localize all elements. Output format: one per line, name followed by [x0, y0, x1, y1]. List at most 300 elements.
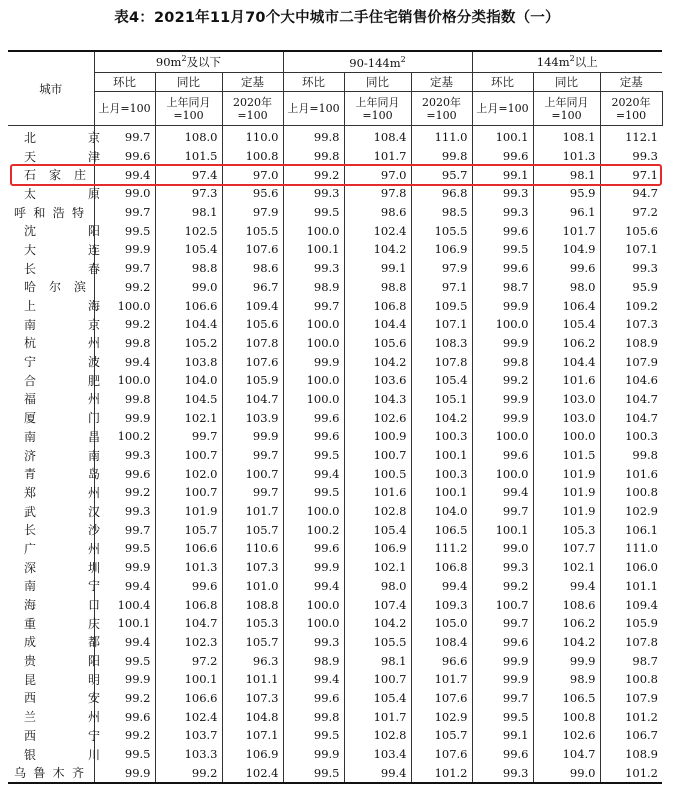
value-cell: 99.2: [472, 371, 533, 390]
table-row: [8, 464, 662, 483]
city-cell: [8, 184, 100, 203]
value-cell: 99.4: [283, 464, 344, 483]
table-row: [8, 707, 662, 726]
value-cell: 100.1: [411, 446, 472, 465]
value-cell: 100.8: [625, 672, 658, 687]
value-cell: 107.8: [411, 352, 472, 371]
table-row: [8, 352, 662, 371]
value-cell: 99.4: [94, 633, 155, 652]
value-cell: 106.1: [625, 522, 658, 537]
value-cell: 99.6: [94, 464, 155, 483]
base-label-yoy: 上年同月=100: [533, 92, 600, 126]
value-cell: 98.9: [533, 670, 600, 689]
value-cell: 98.5: [411, 203, 472, 222]
value-cell: 100.1: [411, 483, 472, 502]
value-cell: 99.0: [533, 763, 600, 783]
value-cell: 101.6: [625, 466, 658, 481]
table-row: [8, 633, 662, 652]
value-cell: 107.6: [411, 689, 472, 708]
value-cell: 101.6: [533, 371, 600, 390]
value-cell: 107.6: [411, 745, 472, 764]
city-name: 郑 州: [24, 485, 100, 500]
city-name: 合 肥: [24, 373, 100, 388]
city-name: 成 都: [24, 635, 100, 650]
value-cell: 100.9: [344, 427, 411, 446]
value-cell: 105.2: [155, 334, 222, 353]
value-cell: 98.6: [222, 259, 283, 278]
city-cell: [8, 259, 100, 278]
table-row: [8, 651, 662, 670]
base-label-mom: 上月=100: [472, 92, 533, 126]
value-cell: 99.9: [94, 763, 155, 783]
value-cell: 111.2: [411, 539, 472, 558]
value-cell: 99.3: [472, 184, 533, 203]
value-cell: 105.4: [155, 240, 222, 259]
value-cell: 99.6: [155, 577, 222, 596]
sub-header-yoy: 同比: [533, 73, 600, 92]
value-cell: 98.7: [632, 653, 658, 668]
value-cell: 95.9: [533, 184, 600, 203]
value-cell: 106.2: [533, 334, 600, 353]
value-cell: 105.0: [411, 614, 472, 633]
city-cell: [8, 726, 100, 745]
value-cell: 106.2: [533, 614, 600, 633]
value-cell: 105.9: [222, 371, 283, 390]
value-cell: 97.3: [155, 184, 222, 203]
value-cell: 105.6: [344, 334, 411, 353]
city-name: 深 圳: [24, 560, 100, 575]
value-cell: 95.7: [411, 165, 472, 184]
group-header-medium: $90-144m^2$: [283, 51, 472, 73]
city-name: 贵 阳: [24, 654, 100, 669]
value-cell: 99.5: [94, 221, 155, 240]
value-cell: 103.3: [155, 745, 222, 764]
city-cell: [8, 464, 100, 483]
value-cell: 100.0: [283, 334, 344, 353]
value-cell: 97.2: [632, 205, 658, 220]
base-label-mom: 上月=100: [94, 92, 155, 126]
value-cell: 100.0: [283, 595, 344, 614]
base-label-yoy: 上年同月=100: [155, 92, 222, 126]
value-cell: 99.6: [94, 147, 155, 166]
value-cell: 104.7: [625, 410, 658, 425]
value-cell: 100.2: [94, 427, 155, 446]
city-cell: [8, 334, 100, 353]
value-cell: 98.8: [344, 278, 411, 297]
value-cell: 100.7: [344, 446, 411, 465]
city-cell: [8, 371, 100, 390]
value-cell: 99.8: [411, 147, 472, 166]
value-cell: 99.6: [472, 633, 533, 652]
value-cell: 100.3: [625, 429, 658, 444]
value-cell: 100.3: [411, 464, 472, 483]
value-cell: 99.2: [94, 483, 155, 502]
city-name: 天 津: [24, 149, 100, 164]
value-cell: 99.6: [94, 707, 155, 726]
value-cell: 99.5: [283, 203, 344, 222]
value-cell: 106.5: [411, 520, 472, 539]
value-cell: 107.6: [222, 352, 283, 371]
value-cell: 97.4: [155, 165, 222, 184]
value-cell: 105.4: [344, 520, 411, 539]
value-cell: 99.4: [94, 165, 155, 184]
table-row: [8, 147, 662, 166]
value-cell: 109.5: [411, 296, 472, 315]
value-cell: 99.3: [94, 502, 155, 521]
base-label-mom: 上月=100: [283, 92, 344, 126]
value-cell: 107.8: [222, 334, 283, 353]
table-title: 表4：2021年11月70个大中城市二手住宅销售价格分类指数（一）: [114, 10, 560, 26]
value-cell: 99.2: [283, 165, 344, 184]
city-name: 南 宁: [24, 579, 100, 594]
value-cell: 100.8: [222, 147, 283, 166]
value-cell: 102.6: [533, 726, 600, 745]
city-name: 大 连: [24, 242, 100, 257]
value-cell: 98.6: [344, 203, 411, 222]
value-cell: 100.0: [283, 221, 344, 240]
city-name: 太 原: [24, 186, 100, 201]
city-name: 乌鲁木齐: [14, 766, 84, 781]
value-cell: 97.0: [222, 165, 283, 184]
city-cell: [8, 502, 100, 521]
city-cell: [8, 221, 100, 240]
value-cell: 108.0: [155, 126, 222, 147]
value-cell: 100.1: [472, 126, 533, 147]
value-cell: 99.5: [94, 745, 155, 764]
value-cell: 107.1: [411, 315, 472, 334]
value-cell: 105.7: [222, 520, 283, 539]
value-cell: 102.4: [155, 707, 222, 726]
city-cell: [8, 595, 100, 614]
value-cell: 108.8: [222, 595, 283, 614]
city-cell: [8, 126, 100, 147]
table-row: [8, 408, 662, 427]
value-cell: 100.1: [155, 670, 222, 689]
value-cell: 99.7: [222, 446, 283, 465]
city-name: 长 沙: [24, 523, 100, 538]
value-cell: 99.9: [283, 745, 344, 764]
value-cell: 104.4: [155, 315, 222, 334]
value-cell: 104.2: [344, 240, 411, 259]
value-cell: 99.2: [472, 577, 533, 596]
value-cell: 107.3: [222, 689, 283, 708]
value-cell: 104.2: [344, 614, 411, 633]
city-cell: [8, 315, 100, 334]
sub-header-yoy: 同比: [344, 73, 411, 92]
value-cell: 105.5: [222, 221, 283, 240]
value-cell: 102.9: [411, 707, 472, 726]
table-row: [8, 296, 662, 315]
value-cell: 101.9: [533, 502, 600, 521]
value-cell: 101.9: [155, 502, 222, 521]
value-cell: 99.3: [283, 184, 344, 203]
table-row: [8, 371, 662, 390]
value-cell: 103.6: [344, 371, 411, 390]
value-cell: 99.4: [283, 577, 344, 596]
value-cell: 99.9: [472, 296, 533, 315]
value-cell: 97.8: [344, 184, 411, 203]
value-cell: 99.7: [94, 259, 155, 278]
value-cell: 108.4: [344, 126, 411, 147]
value-cell: 102.4: [344, 221, 411, 240]
value-cell: 104.7: [533, 745, 600, 764]
value-cell: 99.9: [472, 390, 533, 409]
value-cell: 99.9: [94, 408, 155, 427]
value-cell: 105.7: [222, 633, 283, 652]
city-cell: [8, 689, 100, 708]
value-cell: 99.5: [472, 707, 533, 726]
table-row: [8, 483, 662, 502]
city-name: 哈 尔 滨: [24, 280, 86, 295]
value-cell: 103.8: [155, 352, 222, 371]
table-row: [8, 745, 662, 764]
value-cell: 102.1: [155, 408, 222, 427]
city-cell: [8, 633, 100, 652]
city-cell: [8, 614, 100, 633]
value-cell: 106.4: [533, 296, 600, 315]
city-cell: [8, 390, 100, 409]
value-cell: 105.5: [411, 221, 472, 240]
group-header-large: $144m^2$以上: [472, 51, 662, 73]
value-cell: 102.1: [533, 558, 600, 577]
city-cell: [8, 651, 100, 670]
value-cell: 99.6: [283, 427, 344, 446]
city-name: 长 春: [24, 261, 100, 276]
value-cell: 99.8: [632, 448, 658, 463]
city-name: 沈 阳: [24, 224, 100, 239]
value-cell: 99.0: [472, 539, 533, 558]
value-cell: 100.7: [155, 446, 222, 465]
value-cell: 99.5: [283, 726, 344, 745]
value-cell: 99.6: [283, 689, 344, 708]
value-cell: 103.0: [533, 408, 600, 427]
value-cell: 97.1: [632, 167, 658, 182]
value-cell: 101.1: [625, 578, 658, 593]
value-cell: 94.7: [632, 186, 658, 201]
city-cell: [8, 707, 100, 726]
table-row: [8, 427, 662, 446]
value-cell: 100.2: [283, 520, 344, 539]
value-cell: 99.6: [533, 259, 600, 278]
value-cell: 109.3: [411, 595, 472, 614]
value-cell: 99.3: [472, 203, 533, 222]
value-cell: 108.3: [411, 334, 472, 353]
value-cell: 98.0: [533, 278, 600, 297]
city-cell: [8, 147, 100, 166]
value-cell: 101.2: [625, 709, 658, 724]
table-row: [8, 520, 662, 539]
city-cell: [8, 670, 100, 689]
table-row: [8, 558, 662, 577]
value-cell: 103.0: [533, 390, 600, 409]
city-name: 厦 门: [24, 411, 100, 426]
value-cell: 108.6: [533, 595, 600, 614]
value-cell: 99.8: [472, 352, 533, 371]
value-cell: 109.2: [625, 298, 658, 313]
city-cell: [8, 558, 100, 577]
value-cell: 107.4: [344, 595, 411, 614]
value-cell: 99.5: [94, 539, 155, 558]
city-name: 石 家 庄: [24, 168, 86, 183]
value-cell: 100.3: [411, 427, 472, 446]
value-cell: 99.4: [94, 352, 155, 371]
table-row: [8, 390, 662, 409]
value-cell: 104.7: [625, 391, 658, 406]
city-cell: [8, 446, 100, 465]
value-cell: 101.7: [533, 221, 600, 240]
table-row: [8, 203, 662, 222]
value-cell: 99.7: [94, 203, 155, 222]
value-cell: 99.7: [472, 614, 533, 633]
value-cell: 99.5: [472, 240, 533, 259]
value-cell: 108.9: [625, 335, 658, 350]
value-cell: 107.8: [625, 634, 658, 649]
city-cell: [8, 577, 100, 596]
value-cell: 104.2: [344, 352, 411, 371]
value-cell: 100.0: [472, 427, 533, 446]
value-cell: 100.7: [472, 595, 533, 614]
value-cell: 104.8: [222, 707, 283, 726]
value-cell: 99.2: [155, 763, 222, 783]
value-cell: 109.4: [625, 597, 658, 612]
table-row: [8, 577, 662, 596]
value-cell: 97.2: [155, 651, 222, 670]
city-cell: [8, 296, 100, 315]
value-cell: 102.9: [625, 504, 658, 519]
value-cell: 107.3: [222, 558, 283, 577]
value-cell: 112.1: [625, 130, 658, 145]
value-cell: 106.6: [155, 296, 222, 315]
value-cell: 101.2: [411, 763, 472, 783]
value-cell: 110.0: [222, 126, 283, 147]
table-row: [8, 539, 662, 558]
value-cell: 109.4: [222, 296, 283, 315]
city-name: 广 州: [24, 541, 100, 556]
value-cell: 99.5: [283, 763, 344, 783]
value-cell: 108.9: [625, 747, 658, 762]
value-cell: 105.4: [344, 689, 411, 708]
city-name: 西 宁: [24, 728, 100, 743]
value-cell: 100.0: [283, 371, 344, 390]
value-cell: 100.7: [344, 670, 411, 689]
value-cell: 99.6: [472, 221, 533, 240]
value-cell: 104.4: [344, 315, 411, 334]
value-cell: 99.7: [155, 427, 222, 446]
value-cell: 99.6: [472, 147, 533, 166]
base-label-base: 2020年=100: [600, 92, 662, 126]
value-cell: 97.0: [344, 165, 411, 184]
city-name: 青 岛: [24, 467, 100, 482]
value-cell: 99.9: [472, 334, 533, 353]
value-cell: 100.0: [533, 427, 600, 446]
city-cell: [8, 745, 100, 764]
value-cell: 96.6: [411, 651, 472, 670]
value-cell: 103.9: [222, 408, 283, 427]
table-row: [8, 165, 662, 184]
value-cell: 104.2: [411, 408, 472, 427]
city-name: 昆 明: [24, 672, 100, 687]
table-row: [8, 278, 662, 297]
table-header: [8, 51, 662, 126]
value-cell: 100.0: [283, 390, 344, 409]
table-body: [8, 126, 662, 784]
value-cell: 101.9: [533, 464, 600, 483]
value-cell: 99.9: [472, 408, 533, 427]
value-cell: 104.7: [155, 614, 222, 633]
value-cell: 104.0: [155, 371, 222, 390]
value-cell: 99.6: [283, 408, 344, 427]
value-cell: 100.1: [94, 614, 155, 633]
value-cell: 100.1: [283, 240, 344, 259]
city-name: 南 昌: [24, 429, 100, 444]
value-cell: 104.3: [344, 390, 411, 409]
sub-header-yoy: 同比: [155, 73, 222, 92]
value-cell: 99.2: [94, 315, 155, 334]
value-cell: 99.9: [222, 427, 283, 446]
table-row: [8, 446, 662, 465]
value-cell: 102.6: [344, 408, 411, 427]
value-cell: 107.6: [222, 240, 283, 259]
value-cell: 106.5: [533, 689, 600, 708]
city-cell: [8, 352, 100, 371]
value-cell: 99.3: [632, 261, 658, 276]
city-cell: [8, 240, 100, 259]
value-cell: 99.5: [283, 483, 344, 502]
value-cell: 104.5: [155, 390, 222, 409]
value-cell: 99.9: [533, 651, 600, 670]
value-cell: 105.1: [411, 390, 472, 409]
table-row: [8, 502, 662, 521]
value-cell: 96.3: [222, 651, 283, 670]
sub-header-base: 定基: [222, 73, 283, 92]
value-cell: 100.8: [533, 707, 600, 726]
base-label-yoy: 上年同月=100: [344, 92, 411, 126]
group-header-small: $90m^2$及以下: [94, 51, 283, 73]
value-cell: 100.1: [472, 520, 533, 539]
value-cell: 101.1: [222, 670, 283, 689]
value-cell: 105.7: [155, 520, 222, 539]
value-cell: 99.7: [472, 689, 533, 708]
value-cell: 100.0: [283, 502, 344, 521]
city-name: 兰 州: [24, 710, 100, 725]
city-cell: [8, 408, 100, 427]
value-cell: 106.6: [155, 689, 222, 708]
value-cell: 105.5: [344, 633, 411, 652]
value-cell: 102.3: [155, 633, 222, 652]
value-cell: 99.7: [94, 126, 155, 147]
value-cell: 101.9: [533, 483, 600, 502]
value-cell: 97.9: [411, 259, 472, 278]
value-cell: 102.1: [344, 558, 411, 577]
sub-header-mom: 环比: [283, 73, 344, 92]
value-cell: 105.7: [411, 726, 472, 745]
value-cell: 100.0: [283, 614, 344, 633]
value-cell: 98.1: [344, 651, 411, 670]
value-cell: 99.2: [94, 689, 155, 708]
value-cell: 98.8: [155, 259, 222, 278]
value-cell: 107.9: [625, 354, 658, 369]
value-cell: 101.7: [411, 670, 472, 689]
value-cell: 105.4: [411, 371, 472, 390]
city-cell: [8, 427, 100, 446]
value-cell: 104.0: [411, 502, 472, 521]
value-cell: 99.5: [283, 446, 344, 465]
city-name: 呼和浩特: [14, 205, 84, 220]
value-cell: 101.3: [533, 147, 600, 166]
value-cell: 107.1: [222, 726, 283, 745]
value-cell: 99.7: [222, 483, 283, 502]
value-cell: 105.3: [222, 614, 283, 633]
